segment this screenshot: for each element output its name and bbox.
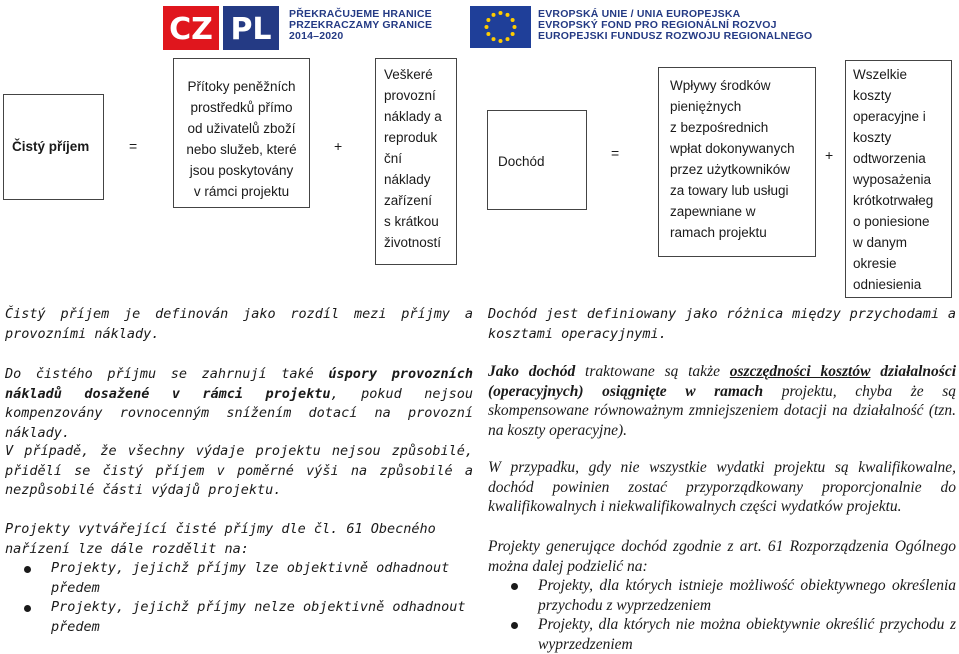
pl-savings-paragraph: Jako dochód traktowane są także oszczędności kosztów działalności (operacyjnych) osiągnięte w ramach projektu, chyba że są skompensowane równoważnym zmniejszeniem dotacji na działalność (tzn. na koszty operacyjne). [488,363,957,439]
eu-flag-icon [470,6,531,48]
eu-fund-caption: EVROPSKÁ UNIE / UNIA EUROPEJSKA EVROPSKÝ FOND PRO REGIONÁLNÍ ROZVOJ EUROPEJSKI FUNDUSZ ROZWOJU REGIONALNEGO [538,8,813,42]
cz-bullet-list [5,559,480,637]
pl-eligibility-paragraph: W przypadku, gdy nie wszystkie wydatki projektu są kwalifikowalne, dochód powinien zostać przyporządkowany proporcjonalnie do kwalifikowalnych i niekwalifikowalnych części wydatków projektu. [488,459,956,515]
cz-projects-intro: Projekty vytvářející čisté příjmy dle čl. 61 Obecného nařízení lze dále rozdělit na: [5,521,436,557]
list-item: Projekty, dla których nie można obiektywnie określić przychodu z wyprzedzeniem [492,615,956,654]
list-item: Projekty, jejichž příjmy lze objektivně odhadnout předem [5,559,480,598]
cz-savings-emphasis: úspory provozních nákladů dosažené v rámci projektu [5,366,473,402]
cz-savings-paragraph: Do čistého příjmu se zahrnují také úspory provozních nákladů dosažené v rámci projektu, pokud nejsou kompenzovány rovnocenným snížením dotací na provozní náklady. [5,366,473,441]
pl-bullet-list [488,576,956,654]
list-item: Projekty, jejichž příjmy nelze objektivně odhadnout předem [5,598,480,637]
cz-income-text: Přítoky peněžních prostředků přímo od uživatelů zboží nebo služeb, které jsou poskytovány v rámci projektu [186,79,297,199]
list-item: Projekty, dla których istnieje możliwość obiektywnego określenia przychodu z wyprzedzeniem [492,576,956,615]
cz-definition: Čistý příjem je definován jako rozdíl mezi příjmy a provozními náklady. [5,306,473,342]
pl-definition: Dochód jest definiowany jako różnica między przychodami a kosztami operacyjnymi. [488,306,956,342]
czpl-tagline: PŘEKRAČUJEME HRANICE PRZEKRACZAMY GRANICE 2014–2020 [289,8,433,42]
cz-cost-text: Veškeré provozní náklady a reproduk ční náklady zařízení s krátkou životností [384,67,442,250]
pl-cost-text: Wszelkie koszty operacyjne i koszty odtworzenia wyposażenia krótkotrwałeg o poniesione w danym okresie odniesienia [853,67,934,292]
czpl-logo [163,6,279,50]
cz-plus-sign: + [334,138,343,154]
svg-text:PL: PL [230,12,272,47]
pl-plus-sign: + [825,147,834,163]
pl-term: Dochód [498,154,545,169]
cz-eligibility-paragraph: V případě, že všechny výdaje projektu nejsou způsobilé, přidělí se čistý příjem v poměrné výši na způsobilé a nezpůsobilé části výdajů projektu. [5,443,473,498]
pl-savings-emphasis: oszczędności kosztów [729,363,871,380]
pl-projects-intro: Projekty generujące dochód zgodnie z art. 61 Rozporządzenia Ogólnego można dalej podzielić na: [488,538,956,575]
pl-equals-sign: = [611,145,620,161]
cz-equals-sign: = [129,138,138,154]
cz-term: Čistý příjem [12,139,90,154]
pl-income-text: Wpływy środków pieniężnych z bezpośrednich wpłat dokonywanych przez użytkowników za towary lub usługi zapewniane w ramach projektu [670,78,795,240]
svg-text:CZ: CZ [169,12,213,47]
